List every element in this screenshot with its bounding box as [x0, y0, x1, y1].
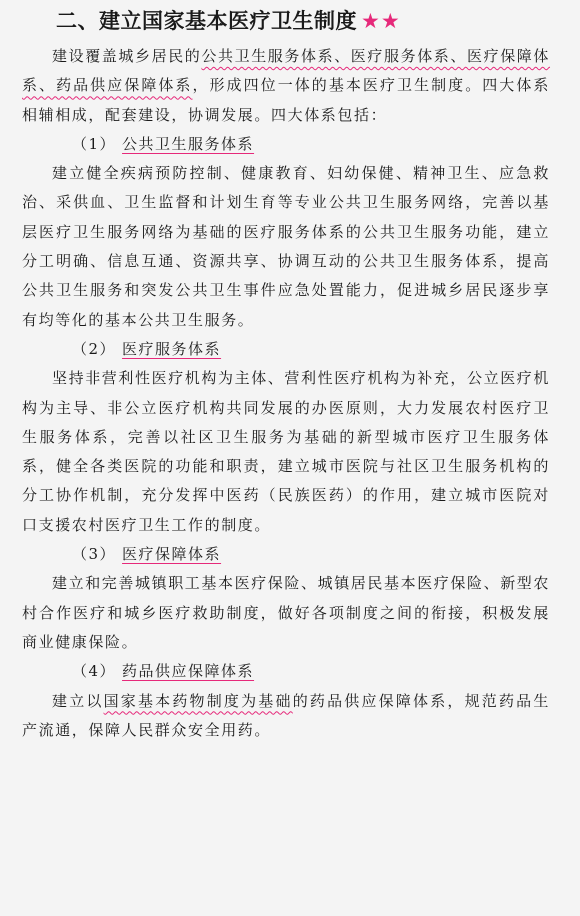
intro-systems: 公共卫生服务体系、医疗服务体系、医疗保障体系、药品供应保障体系 — [22, 47, 551, 95]
subsection-3-title — [72, 540, 550, 569]
subsection-2-number: （2） — [72, 339, 117, 358]
subsection-2-title — [72, 335, 550, 364]
subsection-3-label: 医疗保障体系 — [122, 545, 222, 564]
subsection-4-emphasis: 国家基本药物制度为基础 — [103, 691, 293, 710]
subsection-3-body: 建立和完善城镇职工基本医疗保险、城镇居民基本医疗保险、新型农村合作医疗和城乡医疗救助制度，做好各项制度之间的衔接，积极发展商业健康保险。 — [22, 574, 551, 651]
subsection-2-body: 坚持非营利性医疗机构为主体、营利性医疗机构为补充，公立医疗机构为主导、非公立医疗机构共同发展的办医原则，大力发展农村医疗卫生服务体系，完善以社区卫生服务为基础的新型城市医疗卫生服务体系，健全各类医院的功能和职责，建立城市医院与社区卫生服务机构的分工协作机制，充分发挥中医药（民族医药）的作用，建立城市医院对口支援农村医疗卫生工作的制度。 — [22, 369, 551, 534]
intro-pre: 建设覆盖城乡居民的 — [52, 47, 202, 65]
subsection-1-title — [72, 130, 550, 159]
heading-text: 二、建立国家基本医疗卫生制度 — [56, 9, 357, 33]
subsection-4-pre: 建立以 — [52, 691, 104, 710]
subsection-4-number: （4） — [72, 662, 117, 681]
subsection-1-body: 建立健全疾病预防控制、健康教育、妇幼保健、精神卫生、应急救治、采供血、卫生监督和计划生育等专业公共卫生服务网络，完善以基层医疗卫生服务网络为基础的医疗服务体系的公共卫生服务功能，建立分工明确、信息互通、资源共享、协调互动的公共卫生服务体系，提高公共卫生服务和突发公共卫生事件应急处置能力，促进城乡居民逐步享有均等化的基本公共卫生服务。 — [22, 164, 550, 329]
section-heading — [56, 6, 550, 36]
subsection-2-label: 医疗服务体系 — [122, 339, 222, 358]
subsection-4-title — [72, 657, 550, 686]
intro-post: ，形成四位一体的基本医疗卫生制度。四大体系相辅相成，配套建设，协调发展。四大体系包括： — [22, 76, 550, 124]
subsection-4-label: 药品供应保障体系 — [122, 662, 255, 681]
importance-stars: ★★ — [361, 9, 401, 33]
subsection-4-body — [22, 687, 550, 746]
subsection-1-label: 公共卫生服务体系 — [122, 134, 255, 153]
subsection-4-post: 的药品供应保障体系，规范药品生产流通，保障人民群众安全用药。 — [22, 691, 550, 739]
subsection-3-number: （3） — [72, 545, 117, 564]
subsection-1-number: （1） — [72, 134, 117, 153]
intro-paragraph — [22, 42, 550, 130]
